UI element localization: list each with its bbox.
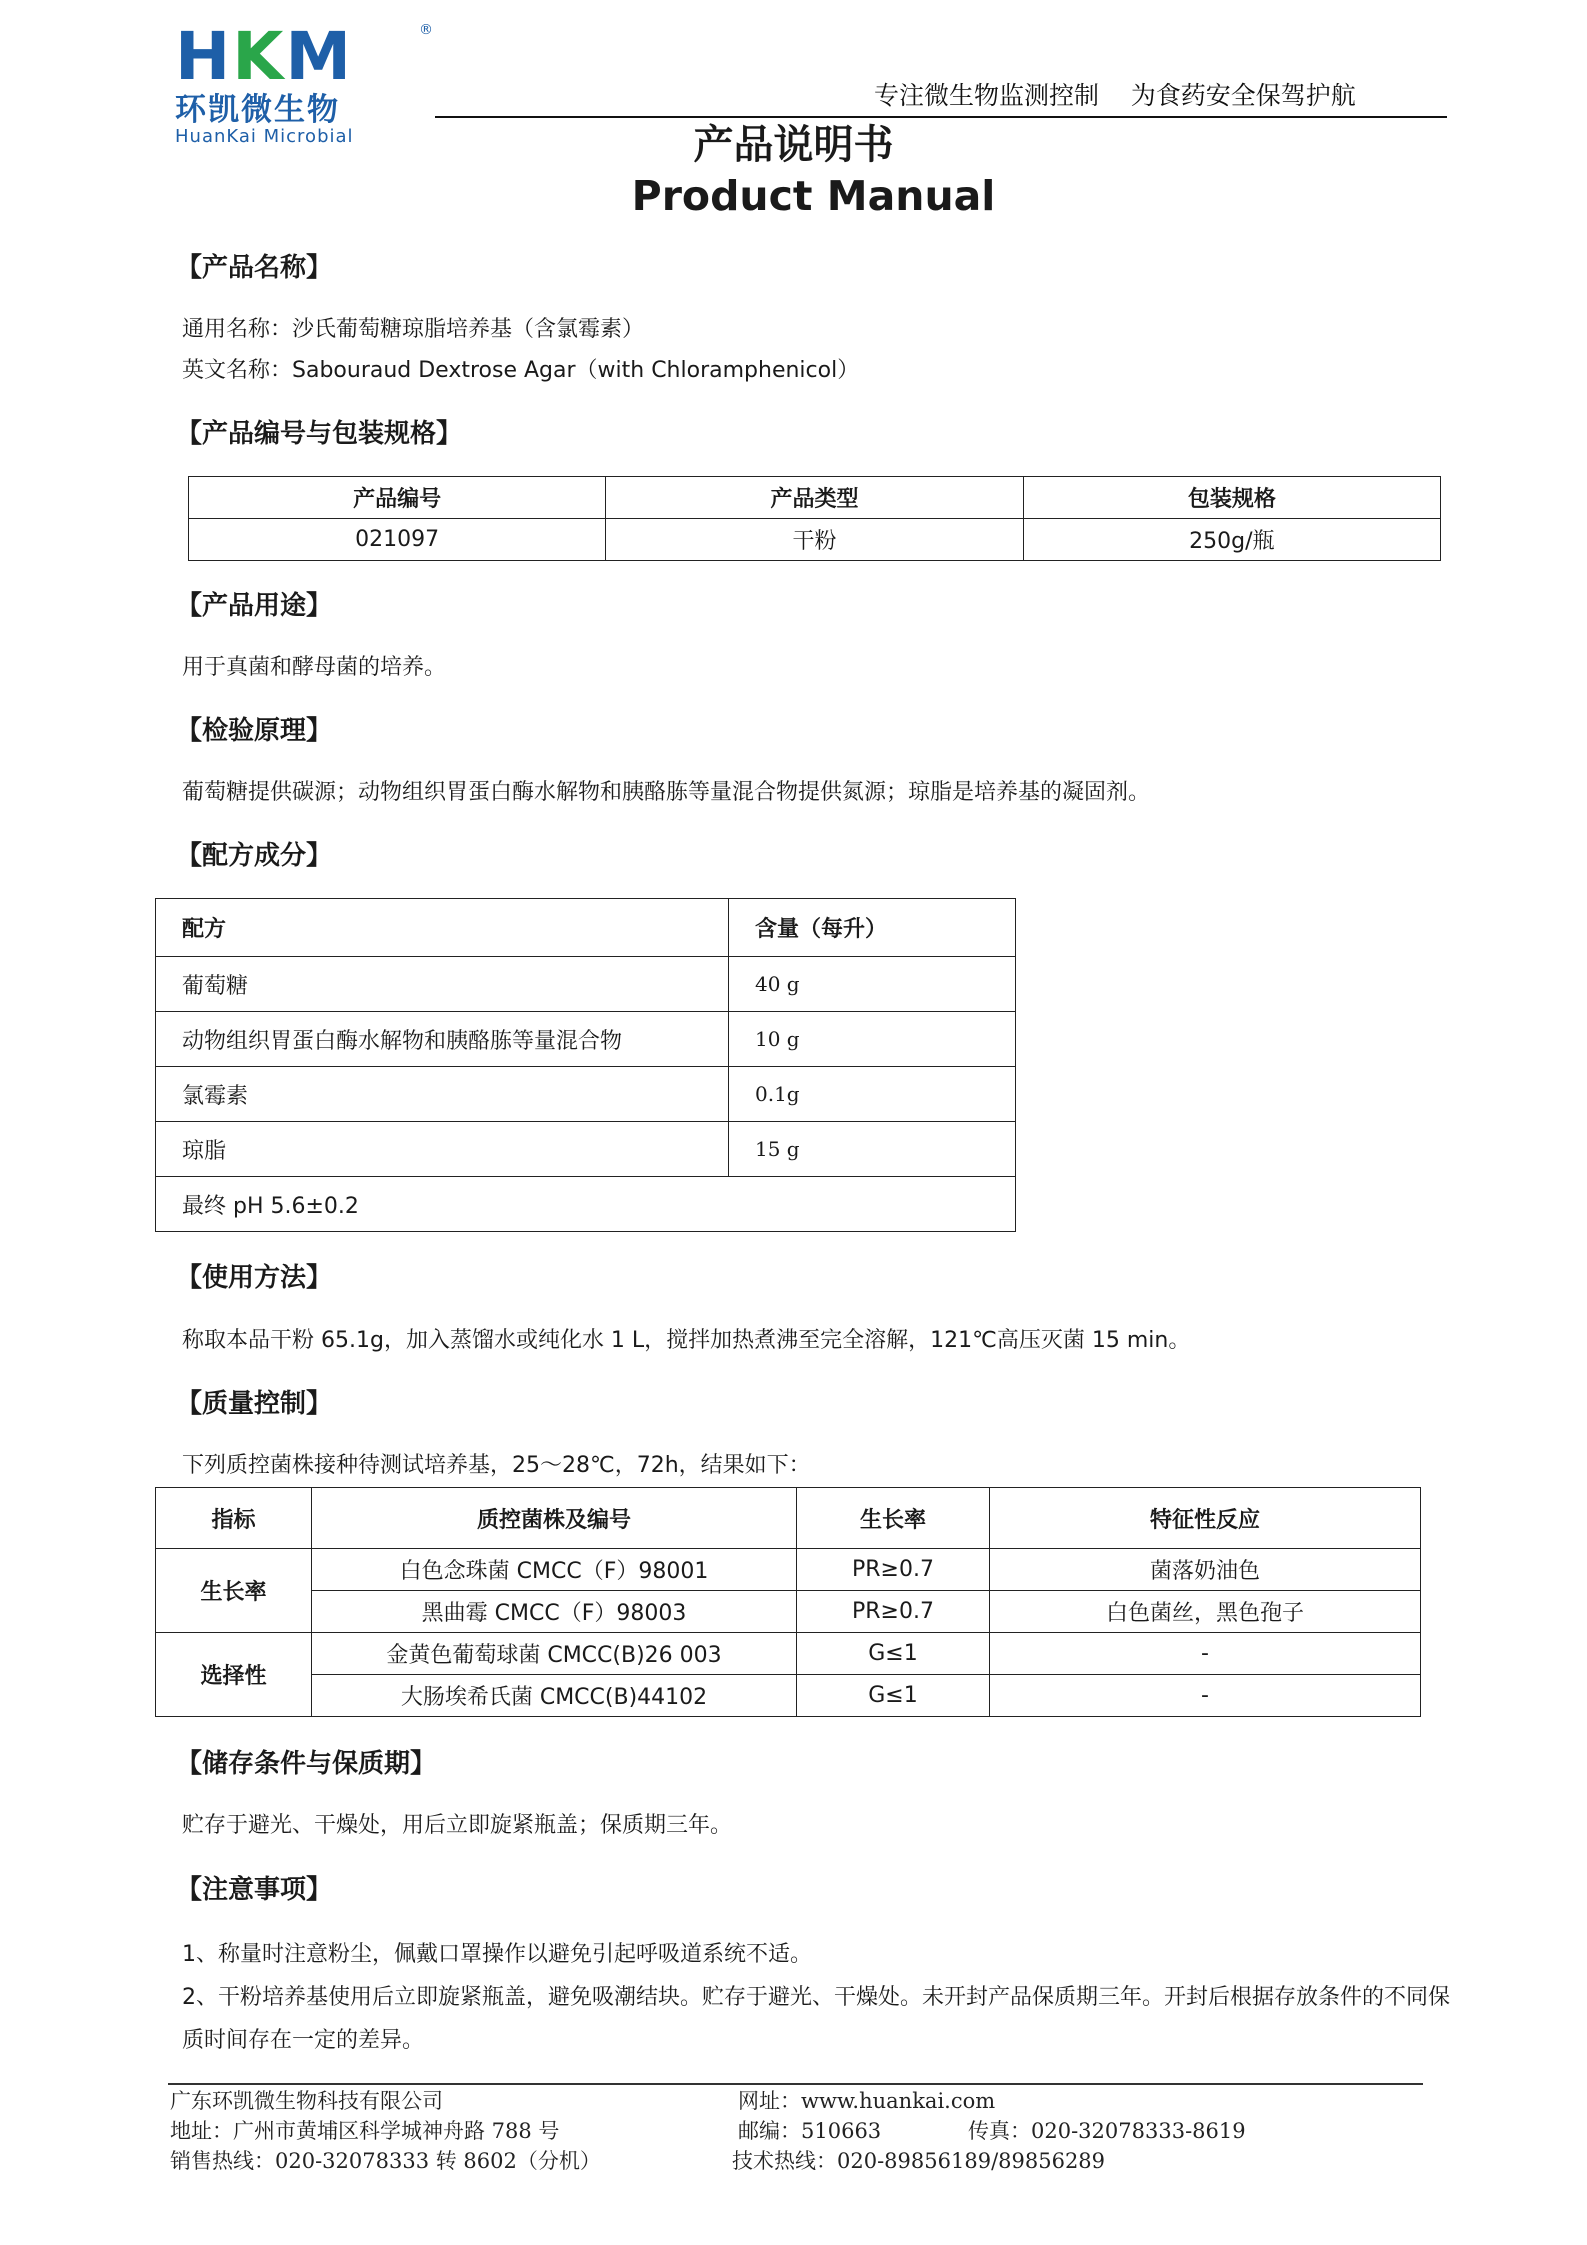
spec-package: 250g/瓶 bbox=[1023, 519, 1440, 561]
qc-reaction: - bbox=[990, 1675, 1421, 1717]
logo-english-name: HuanKai Microbial bbox=[175, 126, 354, 147]
spec-header-code: 产品编号 bbox=[189, 477, 606, 519]
slogan: 专注微生物监测控制 为食药安全保驾护航 bbox=[874, 81, 1356, 110]
section-heading-principle: 【检验原理】 bbox=[176, 716, 333, 746]
qc-group-label: 选择性 bbox=[156, 1633, 312, 1717]
spec-type: 干粉 bbox=[606, 519, 1023, 561]
section-heading-use: 【产品用途】 bbox=[176, 591, 333, 621]
common-name: 通用名称：沙氏葡萄糖琼脂培养基（含氯霉素） bbox=[182, 317, 645, 342]
ingredient-name: 葡萄糖 bbox=[156, 957, 729, 1012]
table-row bbox=[156, 1122, 1016, 1177]
section-heading-method: 【使用方法】 bbox=[176, 1263, 333, 1293]
qc-growth-rate: G≤1 bbox=[797, 1675, 990, 1717]
table-row bbox=[156, 957, 1016, 1012]
qc-growth-rate: G≤1 bbox=[797, 1633, 990, 1675]
section-heading-qc: 【质量控制】 bbox=[176, 1389, 333, 1419]
qc-reaction: 菌落奶油色 bbox=[990, 1549, 1421, 1591]
qc-growth-rate: PR≥0.7 bbox=[797, 1591, 990, 1633]
logo-chinese-name: 环凯微生物 bbox=[175, 92, 340, 128]
qc-strain: 黑曲霉 CMCC（F）98003 bbox=[312, 1591, 797, 1633]
qc-header-strain: 质控菌株及编号 bbox=[312, 1488, 797, 1549]
logo-mark: HKM bbox=[175, 18, 354, 95]
ingredient-amount: 0.1g bbox=[729, 1067, 1016, 1122]
table-row bbox=[156, 1012, 1016, 1067]
table-row bbox=[156, 1675, 1421, 1717]
table-row bbox=[156, 1633, 1421, 1675]
spec-code: 021097 bbox=[189, 519, 606, 561]
registered-mark: ® bbox=[419, 22, 433, 38]
footer-divider bbox=[168, 2083, 1423, 2085]
ingredient-amount: 15 g bbox=[729, 1122, 1016, 1177]
use-text: 用于真菌和酵母菌的培养。 bbox=[182, 655, 447, 680]
table-row bbox=[156, 1177, 1016, 1232]
footer-tech-hotline: 技术热线：020-89856189/89856289 bbox=[732, 2149, 1106, 2173]
final-ph: 最终 pH 5.6±0.2 bbox=[156, 1177, 1016, 1232]
ingredient-amount: 10 g bbox=[729, 1012, 1016, 1067]
qc-growth-rate: PR≥0.7 bbox=[797, 1549, 990, 1591]
footer-postcode: 邮编：510663 bbox=[738, 2119, 882, 2143]
qc-reaction: 白色菌丝，黑色孢子 bbox=[990, 1591, 1421, 1633]
page-title-en: Product Manual bbox=[631, 172, 996, 220]
ingredient-name: 琼脂 bbox=[156, 1122, 729, 1177]
qc-header-growth: 生长率 bbox=[797, 1488, 990, 1549]
qc-strain: 金黄色葡萄球菌 CMCC(B)26 003 bbox=[312, 1633, 797, 1675]
footer-address: 地址：广州市黄埔区科学城神舟路 788 号 bbox=[170, 2119, 560, 2143]
qc-intro: 下列质控菌株接种待测试培养基，25～28℃，72h，结果如下： bbox=[182, 1453, 811, 1478]
qc-table bbox=[155, 1487, 1421, 1717]
section-heading-storage: 【储存条件与保质期】 bbox=[176, 1749, 437, 1779]
qc-header-indicator: 指标 bbox=[156, 1488, 312, 1549]
ingredient-amount: 40 g bbox=[729, 957, 1016, 1012]
formula-header-ingredient: 配方 bbox=[156, 899, 729, 957]
table-row bbox=[156, 1549, 1421, 1591]
table-row bbox=[189, 519, 1441, 561]
table-header-row bbox=[156, 1488, 1421, 1549]
qc-group-label: 生长率 bbox=[156, 1549, 312, 1633]
method-text: 称取本品干粉 65.1g，加入蒸馏水或纯化水 1 L，搅拌加热煮沸至完全溶解，121℃高压灭菌 15 min。 bbox=[182, 1328, 1191, 1353]
note-item: 2、干粉培养基使用后立即旋紧瓶盖，避免吸潮结块。贮存于避光、干燥处。未开封产品保质期三年。开封后根据存放条件的不同保质时间存在一定的差异。 bbox=[182, 1985, 1451, 2053]
table-header-row bbox=[189, 477, 1441, 519]
storage-text: 贮存于避光、干燥处，用后立即旋紧瓶盖；保质期三年。 bbox=[182, 1813, 733, 1838]
ingredient-name: 氯霉素 bbox=[156, 1067, 729, 1122]
table-row bbox=[156, 1591, 1421, 1633]
page-title-cn: 产品说明书 bbox=[693, 122, 894, 168]
ingredient-name: 动物组织胃蛋白酶水解物和胰酪胨等量混合物 bbox=[156, 1012, 729, 1067]
formula-table bbox=[155, 898, 1016, 1232]
qc-reaction: - bbox=[990, 1633, 1421, 1675]
section-heading-spec: 【产品编号与包装规格】 bbox=[176, 419, 463, 449]
footer-website[interactable]: 网址：www.huankai.com bbox=[738, 2089, 996, 2113]
table-header-row bbox=[156, 899, 1016, 957]
principle-text: 葡萄糖提供碳源；动物组织胃蛋白酶水解物和胰酪胨等量混合物提供氮源；琼脂是培养基的凝固剂。 bbox=[182, 780, 1151, 805]
table-row bbox=[156, 1067, 1016, 1122]
footer-company: 广东环凯微生物科技有限公司 bbox=[170, 2089, 443, 2113]
footer-sales-hotline: 销售热线：020-32078333 转 8602（分机） bbox=[170, 2149, 601, 2173]
section-heading-name: 【产品名称】 bbox=[176, 253, 333, 283]
english-name: 英文名称：Sabouraud Dextrose Agar（with Chloramphenicol） bbox=[182, 358, 860, 383]
qc-strain: 大肠埃希氏菌 CMCC(B)44102 bbox=[312, 1675, 797, 1717]
spec-table bbox=[188, 476, 1441, 561]
section-heading-notes: 【注意事项】 bbox=[176, 1875, 333, 1905]
section-heading-formula: 【配方成分】 bbox=[176, 841, 333, 871]
spec-header-package: 包装规格 bbox=[1023, 477, 1440, 519]
qc-strain: 白色念珠菌 CMCC（F）98001 bbox=[312, 1549, 797, 1591]
qc-header-reaction: 特征性反应 bbox=[990, 1488, 1421, 1549]
spec-header-type: 产品类型 bbox=[606, 477, 1023, 519]
note-item: 1、称量时注意粉尘，佩戴口罩操作以避免引起呼吸道系统不适。 bbox=[182, 1942, 812, 1967]
notes-list bbox=[182, 1933, 1452, 2062]
footer-fax: 传真：020-32078333-8619 bbox=[968, 2119, 1246, 2143]
formula-header-amount: 含量（每升） bbox=[729, 899, 1016, 957]
